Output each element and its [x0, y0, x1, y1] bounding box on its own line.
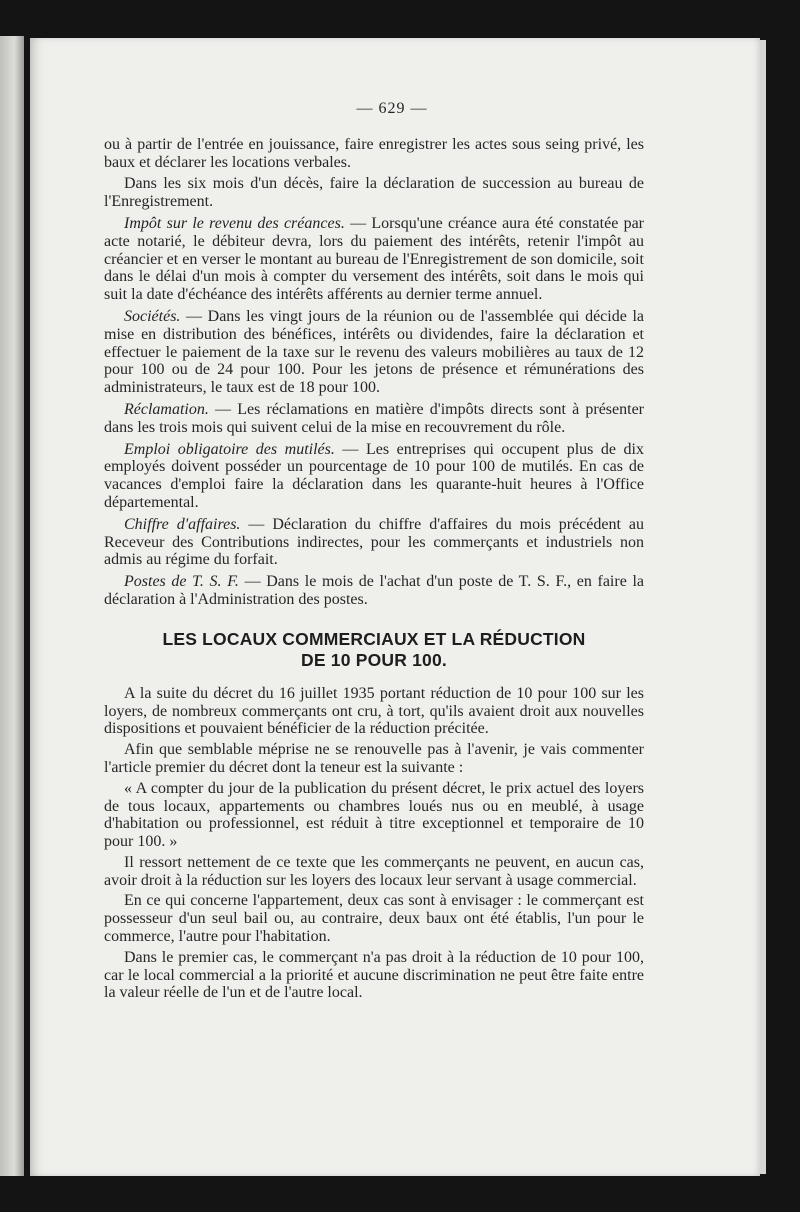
paragraph: [104, 516, 644, 569]
paragraph-text: — Lorsqu'une créance aura été constatée par acte notarié, le débiteur devra, lors du paiement des intérêts, retenir l'impôt au créancier et en verser le montant au bureau de l'Enregistrement de son domicile, soit dans le délai d'un mois à compter du versement des intérêts, soit dans le mois qui suit la date d'échéance des intérêts afférents au dernier terme annuel.: [104, 214, 645, 304]
paragraph: Afin que semblable méprise ne se renouvelle pas à l'avenir, je vais commenter l'article premier du décret dont la teneur est la suivante :: [104, 741, 644, 776]
paragraph: [104, 215, 644, 304]
paragraph: A la suite du décret du 16 juillet 1935 portant réduction de 10 pour 100 sur les loyers, de nombreux commerçants ont cru, à tort, qu'ils avaient droit aux nouvelles dispositions et pouvaient bénéficier de la réduction précitée.: [104, 684, 644, 738]
paragraph: Dans le premier cas, le commerçant n'a pas droit à la réduction de 10 pour 100, car le local commercial a la priorité et aucune discrimination ne peut être faite entre la valeur réelle de l'un et de l'autre local.: [104, 948, 644, 1002]
paragraph: [104, 175, 644, 211]
paragraph-text: — Dans les vingt jours de la réunion ou de l'assemblée qui décide la mise en distribution des bénéfices, intérêts ou dividendes, faire la déclaration et effectuer le paiement de la taxe sur le revenu des valeurs mobilières au taux de 12 pour 100 ou de 24 pour 100. Pour les jetons de présence et rémunérations des administrateurs, le taux est de 18 pour 100.: [104, 307, 644, 397]
heading-line-1: LES LOCAUX COMMERCIAUX ET LA RÉDUCTION: [162, 628, 586, 649]
paragraph-text: ou à partir de l'entrée en jouissance, faire enregistrer les actes sous seing privé, les baux et déclarer les locations verbales.: [104, 135, 644, 171]
paragraph: [104, 401, 644, 437]
paragraph-text: — Dans le mois de l'achat d'un poste de T. S. F., en faire la déclaration à l'Administration des postes.: [104, 573, 645, 608]
paragraph-lead: Réclamation.: [124, 400, 209, 418]
paragraph: [104, 308, 644, 397]
section-heading: [104, 629, 644, 671]
paragraph: Il ressort nettement de ce texte que les commerçants ne peuvent, en aucun cas, avoir droit à la réduction sur les loyers des locaux leur servant à usage commercial.: [104, 853, 644, 889]
paragraph-text: Dans les six mois d'un décès, faire la déclaration de succession au bureau de l'Enregistrement.: [104, 175, 644, 211]
paragraph-lead: Chiffre d'affaires.: [124, 515, 241, 533]
paragraph-text: — Les entreprises qui occupent plus de dix employés doivent posséder un pourcentage de 10 pour 100 de mutilés. En cas de vacances d'emploi faire la déclaration dans les quarante-huit heures à l'Office départemental.: [104, 440, 644, 511]
paragraph-lead: Impôt sur le revenu des créances.: [124, 214, 345, 232]
section-commercial-premises: [104, 685, 644, 1003]
left-page-edge: [0, 36, 24, 1176]
heading-line-2: DE 10 POUR 100.: [301, 649, 447, 670]
paragraph-lead: Postes de T. S. F.: [124, 573, 239, 591]
paragraph-lead: Sociétés.: [124, 307, 181, 325]
paragraph-quote: « A compter du jour de la publication du présent décret, le prix actuel des loyers de tous locaux, appartements ou chambres loués nus ou en meublé, à usage d'habitation ou professionnel, est réduit à titre exceptionnel et temporaire de 10 pour 100. »: [104, 779, 644, 851]
page-number: — 629 —: [356, 100, 428, 117]
paragraph-text: — Les réclamations en matière d'impôts directs sont à présenter dans les trois mois qui suivent celui de la mise en recouvrement du rôle.: [104, 400, 644, 436]
page-right-edge: [760, 40, 766, 1174]
paragraph-text: — Déclaration du chiffre d'affaires du mois précédent au Receveur des Contributions indirectes, pour les commerçants et industriels non admis au régime du forfait.: [104, 515, 644, 569]
paragraph: [104, 136, 644, 172]
paragraph-lead: Emploi obligatoire des mutilés.: [124, 440, 335, 458]
paragraph: [104, 441, 644, 512]
paragraph: En ce qui concerne l'appartement, deux cas sont à envisager : le commerçant est possesseur d'un seul bail ou, au contraire, deux baux ont été établis, l'un pour le commerce, l'autre pour l'habitation.: [104, 892, 644, 946]
paragraph: [104, 573, 644, 609]
page-content: [104, 100, 644, 1005]
section-deadlines: [104, 136, 644, 609]
